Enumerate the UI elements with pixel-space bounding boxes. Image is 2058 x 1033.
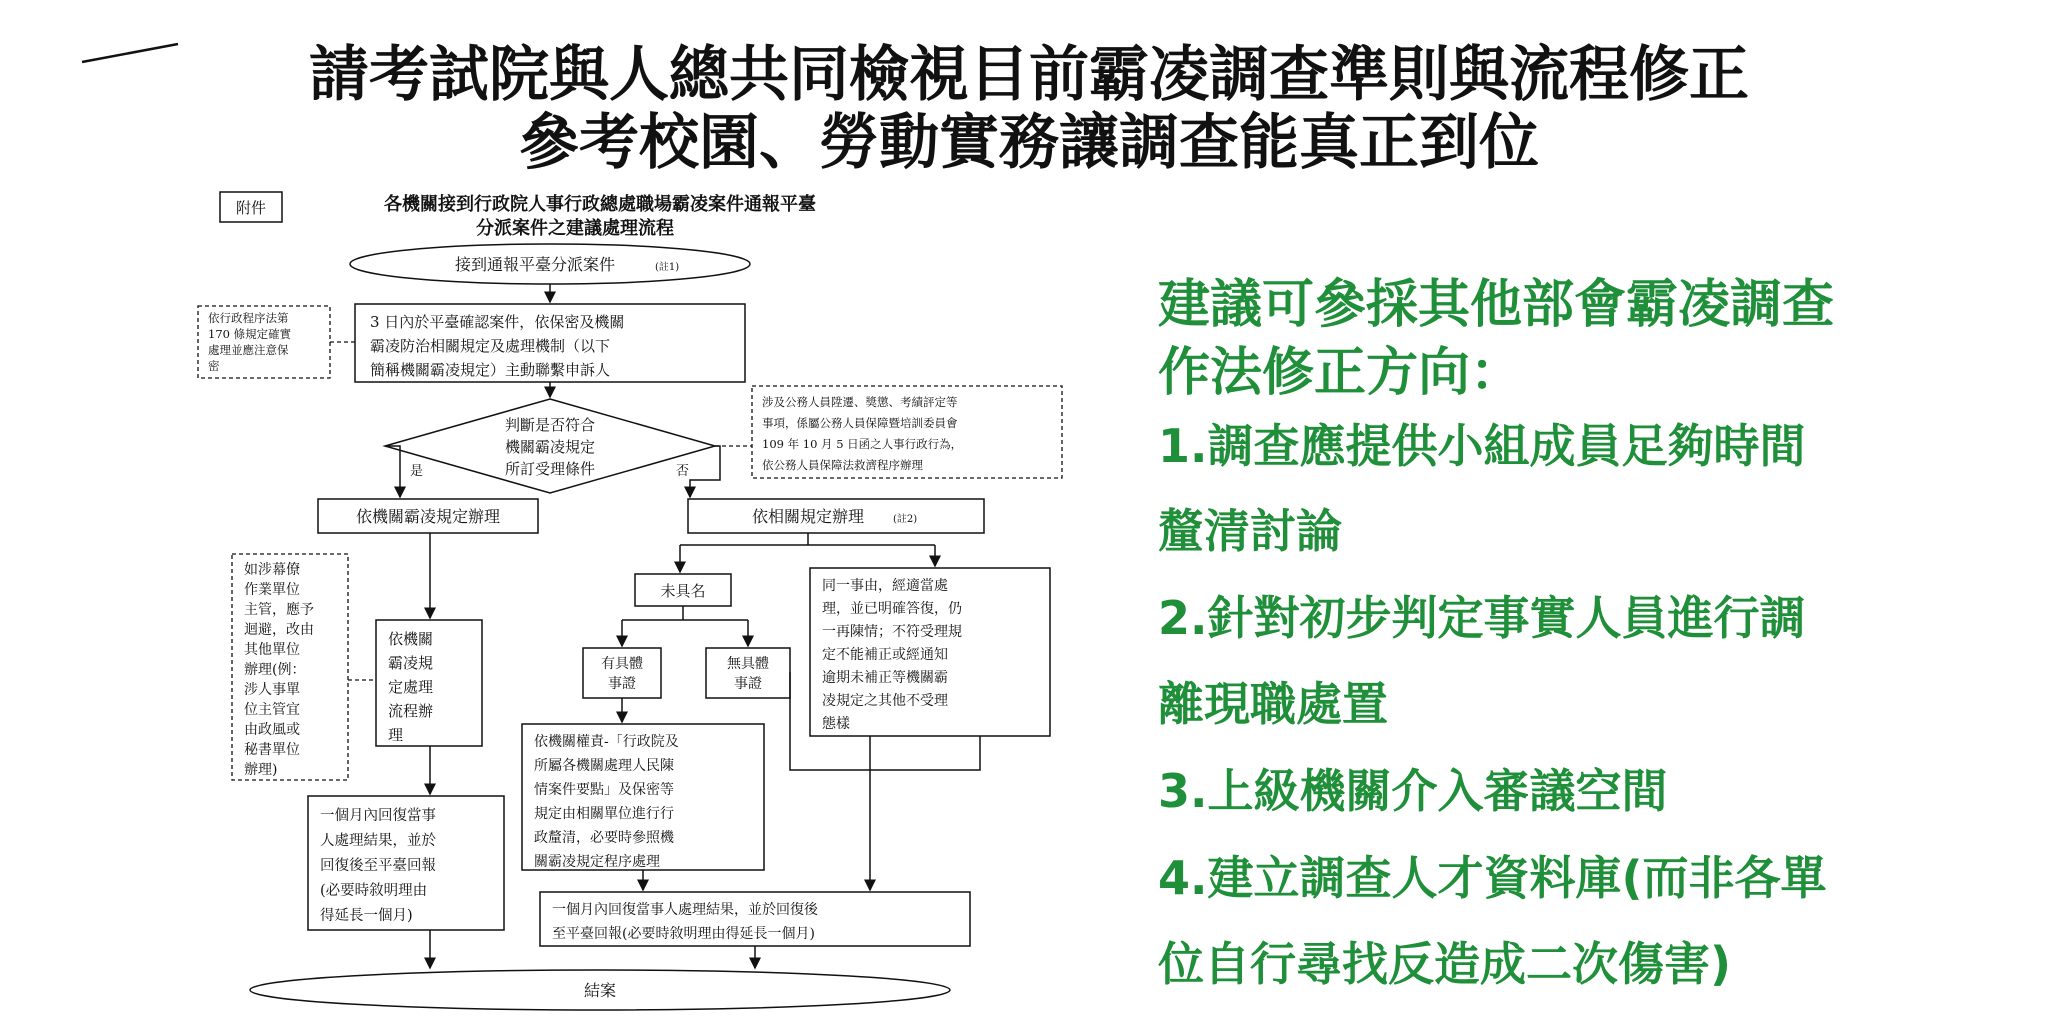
side-note-right-1: 涉及公務人員陞遷、獎懲、考績評定等: [762, 395, 958, 409]
authority-2: 所屬各機關處理人民陳: [534, 758, 674, 774]
recusal-2: 作業單位: [244, 582, 300, 598]
side-note-right-2: 事項，係屬公務人員保障暨培訓委員會: [762, 416, 958, 430]
left-reply-4: (必要時敘明理由: [320, 883, 428, 899]
repeat-6: 凌規定之其他不受理: [822, 693, 948, 709]
without-evidence-2: 事證: [734, 676, 762, 692]
authority-4: 規定由相關單位進行行: [534, 806, 674, 822]
step1-line2: 霸凌防治相關規定及處理機制（以下: [370, 337, 611, 355]
flowchart-heading-1: 各機關接到行政院人事行政總處職場霸凌案件通報平臺: [384, 194, 816, 215]
annex-label: 附件: [235, 199, 267, 217]
recusal-4: 迴避，改由: [244, 622, 314, 638]
repeat-3: 一再陳情；不符受理規: [822, 624, 962, 640]
recusal-9: 由政風或: [244, 722, 300, 738]
with-evidence-1: 有具體: [601, 656, 643, 672]
recusal-8: 位主管宜: [244, 702, 300, 718]
end-label: 結案: [583, 981, 617, 1000]
start-label: 接到通報平臺分派案件: [454, 255, 616, 274]
step1-line3: 簡稱機關霸凌規定）主動聯繫申訴人: [370, 361, 611, 379]
left-reply-5: 得延長一個月): [320, 908, 413, 924]
recommendation-item4-line2: 位自行尋找反造成二次傷害): [1158, 937, 1732, 991]
with-evidence-2: 事證: [608, 676, 636, 692]
left-process-1: 依機關: [388, 630, 434, 648]
side-note-right-3: 109 年 10 月 5 日函之人事行政行為，: [762, 437, 963, 451]
decision-line3: 所訂受理條件: [504, 460, 596, 478]
start-note: (註1): [655, 262, 680, 273]
without-evidence-1: 無具體: [727, 656, 769, 672]
recommendation-heading-1: 建議可參採其他部會霸凌調查: [1158, 275, 1835, 335]
slide-title-line1: 請考試院與人總共同檢視目前霸凌調查準則與流程修正: [309, 40, 1749, 110]
side-note-left-3: 處理並應注意保: [208, 343, 289, 357]
authority-1: 依機關權責-「行政院及: [534, 734, 679, 750]
repeat-5: 逾期未補正等機關霸: [822, 670, 948, 686]
repeat-2: 理，並已明確答復，仍: [822, 601, 962, 617]
left-branch-label: 依機關霸凌規定辦理: [355, 507, 501, 526]
anonymous-label: 未具名: [660, 582, 706, 600]
right-reply-2: 至平臺回報(必要時敘明理由得延長一個月): [552, 926, 815, 942]
authority-3: 情案件要點」及保密等: [534, 782, 674, 798]
decision-line2: 機關霸凌規定: [504, 438, 596, 456]
side-note-right-4: 依公務人員保障法救濟程序辦理: [762, 458, 923, 472]
left-reply-2: 人處理結果，並於: [320, 833, 436, 849]
side-note-left-4: 密: [208, 359, 220, 373]
recusal-3: 主管，應予: [244, 602, 314, 618]
left-process-5: 理: [388, 726, 404, 744]
recommendation-item4-line1: 4.建立調查人才資料庫(而非各單: [1158, 851, 1827, 905]
flowchart-heading-2: 分派案件之建議處理流程: [476, 218, 674, 239]
left-process-2: 霸凌規: [388, 654, 434, 672]
left-process-4: 流程辦: [388, 702, 434, 720]
repeat-4: 定不能補正或經通知: [822, 647, 948, 663]
recommendation-item2-line2: 離現職處置: [1158, 677, 1388, 731]
recusal-5: 其他單位: [244, 642, 300, 658]
side-note-left-1: 依行政程序法第: [208, 311, 289, 325]
repeat-7: 態樣: [822, 716, 850, 732]
right-reply-1: 一個月內回復當事人處理結果，並於回復後: [552, 902, 818, 918]
recommendation-item3: 3.上級機關介入審議空間: [1158, 764, 1668, 818]
slide-title-line2: 參考校園、勞動實務讓調查能真正到位: [519, 108, 1539, 178]
authority-5: 政釐清，必要時參照機: [534, 830, 674, 846]
recommendation-item1-line1: 1.調查應提供小組成員足夠時間: [1158, 419, 1806, 473]
right-branch-note: (註2): [893, 514, 918, 525]
left-reply-3: 回復後至平臺回報: [320, 858, 436, 874]
authority-6: 關霸凌規定程序處理: [534, 854, 660, 870]
recusal-7: 涉人事單: [244, 682, 300, 698]
recusal-1: 如涉幕僚: [244, 562, 300, 578]
left-reply-1: 一個月內回復當事: [320, 808, 436, 824]
recommendation-item2-line1: 2.針對初步判定事實人員進行調: [1158, 591, 1806, 645]
recusal-11: 辦理): [244, 762, 278, 778]
decision-line1: 判斷是否符合: [504, 416, 596, 434]
recommendation-item1-line2: 釐清討論: [1158, 504, 1342, 558]
repeat-1: 同一事由，經適當處: [822, 578, 948, 594]
right-branch-label: 依相關規定辦理: [751, 507, 865, 526]
step1-line1: 3 日內於平臺確認案件，依保密及機關: [370, 313, 625, 331]
side-note-left-2: 170 條規定確實: [208, 327, 292, 341]
yes-label: 是: [410, 464, 424, 479]
recommendation-heading-2: 作法修正方向：: [1158, 343, 1523, 403]
recusal-6: 辦理(例：: [244, 662, 306, 678]
left-process-3: 定處理: [388, 678, 434, 696]
recusal-10: 秘書單位: [244, 742, 300, 758]
no-label: 否: [676, 464, 690, 479]
